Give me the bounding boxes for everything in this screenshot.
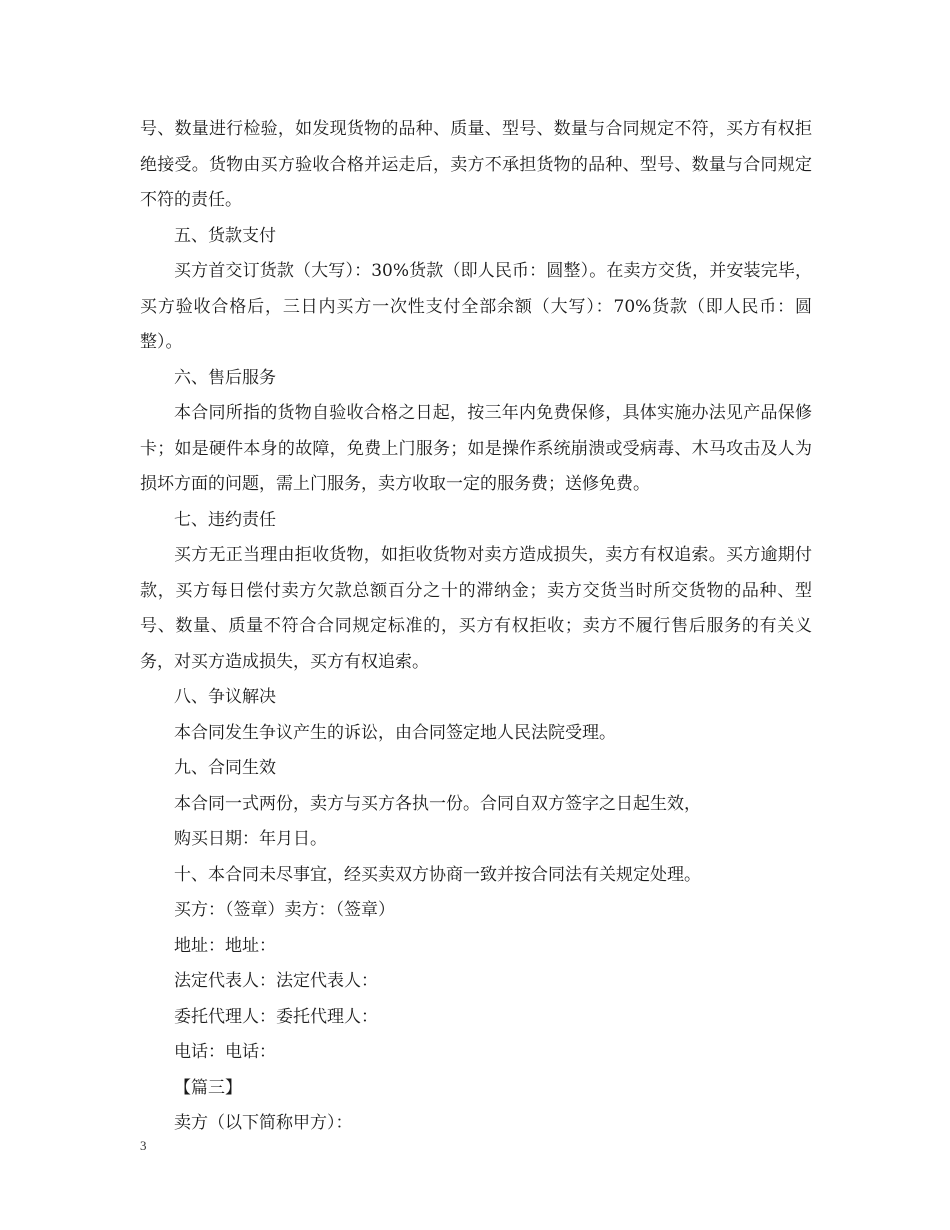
section-title-part-three: 【篇三】: [174, 1077, 242, 1098]
signature-line-agent: 委托代理人：委托代理人：: [174, 1006, 378, 1027]
heading-effective: 九、合同生效: [174, 758, 276, 778]
paragraph-liability: 买方无正当理由拒收货物，如拒收货物对卖方造成损失，卖方有权追索。买方逾期付款，买方每日偿付卖方欠款总额百分之十的滞纳金；卖方交货当时所交货物的品种、型号、数量、质量不符合合同规定标准的，买方有权拒收；卖方不履行售后服务的有关义务，对买方造成损失，买方有权追索。: [140, 545, 812, 672]
purchase-date-line: 购买日期：年月日。: [174, 829, 327, 849]
paragraph-inspection-continued: 号、数量进行检验，如发现货物的品种、质量、型号、数量与合同规定不符，买方有权拒绝接受。货物由买方验收合格并运走后，卖方不承担货物的品种、型号、数量与合同规定不符的责任。: [140, 119, 812, 210]
page-number: 3: [140, 1138, 147, 1153]
signature-line-parties: 买方：（签章）卖方：（签章）: [174, 900, 395, 920]
heading-dispute: 八、争议解决: [174, 687, 276, 707]
paragraph-seller-intro: 卖方（以下简称甲方）：: [174, 1113, 353, 1133]
signature-line-phone: 电话：电话：: [174, 1042, 276, 1062]
heading-liability: 七、违约责任: [174, 509, 276, 530]
paragraph-miscellaneous: 十、本合同未尽事宜，经买卖双方协商一致并按合同法有关规定处理。: [174, 864, 701, 885]
signature-line-legal-rep: 法定代表人：法定代表人：: [174, 971, 378, 991]
paragraph-payment: 买方首交订货款（大写）：30%货款（即人民币：圆整）。在卖方交货，并安装完毕，买方验收合格后，三日内买方一次性支付全部余额（大写）：70%货款（即人民币：圆整）。: [140, 261, 812, 352]
heading-after-sales: 六、售后服务: [174, 367, 276, 388]
paragraph-dispute: 本合同发生争议产生的诉讼，由合同签定地人民法院受理。: [174, 722, 616, 743]
signature-line-address: 地址：地址：: [174, 935, 276, 956]
paragraph-effective: 本合同一式两份，卖方与买方各执一份。合同自双方签字之日起生效，: [174, 793, 701, 814]
document-body: [140, 112, 812, 1142]
heading-payment: 五、货款支付: [174, 225, 276, 246]
paragraph-after-sales: 本合同所指的货物自验收合格之日起，按三年内免费保修，具体实施办法见产品保修卡；如是硬件本身的故障，免费上门服务；如是操作系统崩溃或受病毒、木马攻击及人为损坏方面的问题，需上门服务，卖方收取一定的服务费；送修免费。: [140, 403, 812, 494]
